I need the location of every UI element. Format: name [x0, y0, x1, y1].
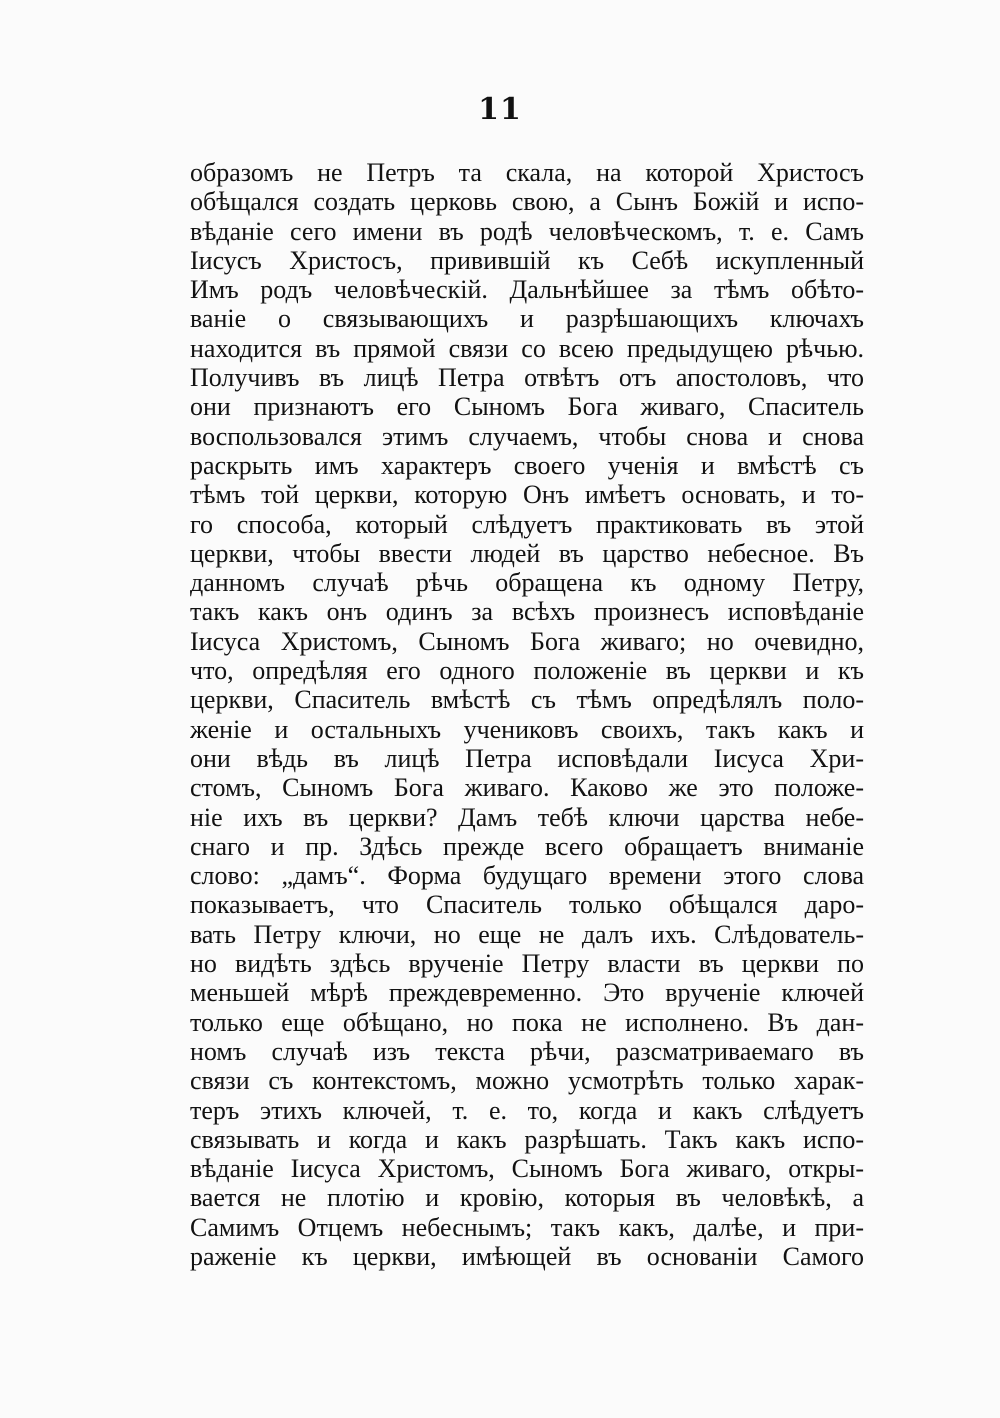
text-line: вѣданіе Іисуса Христомъ, Сыномъ Бога живаго, откры-: [190, 1154, 864, 1184]
text-line: женіе и остальныхъ учениковъ своихъ, такъ какъ и: [190, 714, 864, 744]
text-line: но видѣть здѣсь врученіе Петру власти въ церкви по: [190, 949, 864, 979]
text-line: они вѣдь въ лицѣ Петра исповѣдали Іисуса Хри-: [190, 743, 864, 773]
text-line: номъ случаѣ изъ текста рѣчи, разсматриваемаго въ: [190, 1036, 864, 1066]
text-line: вать Петру ключи, но еще не далъ ихъ. Слѣдователь-: [190, 919, 864, 949]
text-line: что, опредѣляя его одного положеніе въ церкви и къ: [190, 656, 864, 686]
text-line: Имъ родъ человѣческій. Дальнѣйшее за тѣмъ обѣто-: [190, 275, 864, 305]
text-line: обѣщался создать церковь свою, а Сынъ Божій и испо-: [190, 187, 864, 217]
text-line: церкви, чтобы ввести людей въ царство небесное. Въ: [190, 538, 864, 568]
text-line: раскрыть имъ характеръ своего ученія и вмѣстѣ съ: [190, 450, 864, 480]
text-line: только еще обѣщано, но пока не исполнено. Въ дан-: [190, 1007, 864, 1037]
text-line: показываетъ, что Спаситель только обѣщался даро-: [190, 890, 864, 920]
text-line: вается не плотію и кровію, которыя въ человѣкѣ, а: [190, 1183, 864, 1213]
body-text: [190, 158, 864, 1271]
page-number: 11: [478, 92, 522, 127]
text-line: они признаютъ его Сыномъ Бога живаго, Спаситель: [190, 392, 864, 422]
text-line: такъ какъ онъ одинъ за всѣхъ произнесъ исповѣданіе: [190, 597, 864, 627]
text-line: теръ этихъ ключей, т. е. то, когда и какъ слѣдуетъ: [190, 1095, 864, 1125]
text-line: тѣмъ той церкви, которую Онъ имѣетъ основать, и то-: [190, 480, 864, 510]
text-line: церкви, Спаситель вмѣстѣ съ тѣмъ опредѣлялъ поло-: [190, 685, 864, 715]
text-line: данномъ случаѣ рѣчь обращена къ одному Петру,: [190, 568, 864, 598]
text-line: образомъ не Петръ та скала, на которой Христосъ: [190, 158, 864, 187]
text-line: связывать и когда и какъ разрѣшать. Такъ какъ испо-: [190, 1124, 864, 1154]
text-line: ніе ихъ въ церкви? Дамъ тебѣ ключи царства небе-: [190, 802, 864, 832]
text-line: го способа, который слѣдуетъ практиковать въ этой: [190, 509, 864, 539]
text-line: вѣданіе сего имени въ родѣ человѣческомъ, т. е. Самъ: [190, 216, 864, 246]
text-line: Іисусъ Христосъ, привившій къ Себѣ искупленный: [190, 245, 864, 275]
text-line: ваніе о связывающихъ и разрѣшающихъ ключахъ: [190, 304, 864, 334]
text-line: связи съ контекстомъ, можно усмотрѣть только харак-: [190, 1066, 864, 1096]
text-line: слово: „дамъ“. Форма будущаго времени этого слова: [190, 861, 864, 891]
text-line: стомъ, Сыномъ Бога живаго. Каково же это положе-: [190, 773, 864, 803]
text-line: воспользовался этимъ случаемъ, чтобы снова и снова: [190, 421, 864, 451]
text-line: Получивъ въ лицѣ Петра отвѣтъ отъ апостоловъ, что: [190, 363, 864, 393]
text-line: раженіе къ церкви, имѣющей въ основаніи Самого: [190, 1241, 864, 1271]
text-line: Самимъ Отцемъ небеснымъ; такъ какъ, далѣе, и при-: [190, 1212, 864, 1242]
text-line: меньшей мѣрѣ преждевременно. Это врученіе ключей: [190, 978, 864, 1008]
text-line: Іисуса Христомъ, Сыномъ Бога живаго; но очевидно,: [190, 626, 864, 656]
text-line: снаго и пр. Здѣсь прежде всего обращаетъ вниманіе: [190, 831, 864, 861]
text-line: находится въ прямой связи со всею предыдущею рѣчью.: [190, 333, 864, 363]
